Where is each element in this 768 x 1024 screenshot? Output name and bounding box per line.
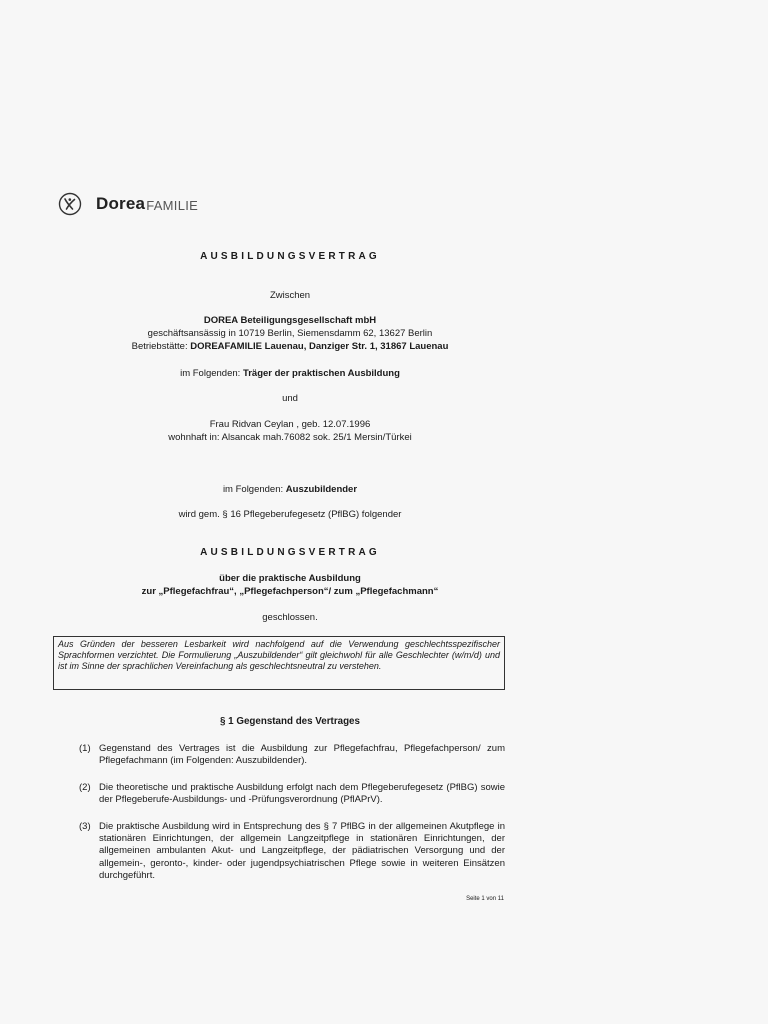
document-title-2: AUSBILDUNGSVERTRAG [200,547,380,558]
company-logo [58,191,198,217]
and-label: und [282,393,298,404]
item-number: (3) [79,821,91,832]
logo-sub-text: FAMILIE [146,197,199,213]
closed-label: geschlossen. [262,612,318,623]
subject-line-2: zur „Pflegefachfrau“, „Pflegefachperson“/ zum „Pflegefachmann“ [141,586,439,597]
section-1-heading: § 1 Gegenstand des Vertrages [220,716,360,727]
document-title: AUSBILDUNGSVERTRAG [200,251,380,262]
readability-notice: Aus Gründen der besseren Lesbarkeit wird nachfolgend auf die Verwendung geschlechtsspezifischer Sprachformen verzichtet. Die Formulierung „Auszubildender“ gilt gleichwohl für alle Geschlechter (w/m/d) und ist im Sinne der sprachlichen Vereinfachung als geschlechtsneutral zu verstehen. [53,636,505,690]
list-item [79,782,505,806]
item-text: Die praktische Ausbildung wird in Entsprechung des § 7 PflBG in der allgemeinen Akutpflege in stationären Einrichtungen, der allgemein Langzeitpflege in stationären Einrichtungen, der allgemeinen ambulanten Akut- und Langzeitpflege, der pädiatrischen Versorgung und der allgemein-, geronto-, kinder- oder jugendpsychiatrischen Pflege sowie in weiteren Einsätzen durchgeführt. [99,821,505,881]
company-site-value: DOREAFAMILIE Lauenau, Danziger Str. 1, 31867 Lauenau [190,341,449,352]
subject-line-1: über die praktische Ausbildung [219,573,361,584]
carrier-value: Träger der praktischen Ausbildung [242,368,400,379]
company-address: geschäftsansässig in 10719 Berlin, Siemensdamm 62, 13627 Berlin [147,328,433,339]
logo-brand-text: Dorea [96,194,146,213]
carrier-line [0,368,580,380]
trainee-line [0,484,580,496]
dorea-logo-icon [58,192,82,216]
person-name: Frau Ridvan Ceylan , geb. 12.07.1996 [209,419,371,430]
item-text: Die theoretische und praktische Ausbildung erfolgt nach dem Pflegeberufegesetz (PflBG) sowie der Pflegeberufe-Ausbildungs- und -Prüfungsverordnung (PflAPrV). [99,782,505,806]
trainee-value: Auszubildender [285,484,358,495]
trainee-prefix: im Folgenden: [222,484,286,495]
company-site-label: Betriebstätte: [131,341,191,352]
carrier-prefix: im Folgenden: [180,368,243,379]
company-name: DOREA Beteiligungsgesellschaft mbH [203,315,377,326]
according-line: wird gem. § 16 Pflegeberufegesetz (PflBG) folgender [178,509,402,520]
company-site [0,341,580,353]
person-address: wohnhaft in: Alsancak mah.76082 sok. 25/1 Mersin/Türkei [168,432,412,443]
list-item [79,821,505,882]
item-number: (2) [79,782,91,793]
page-number: Seite 1 von 11 [466,896,504,902]
between-label: Zwischen [269,290,311,301]
list-item [79,743,505,767]
item-number: (1) [79,743,91,754]
item-text: Gegenstand des Vertrages ist die Ausbildung zur Pflegefachfrau, Pflegefachperson/ zum Pflegefachmann (im Folgenden: Auszubildender). [99,743,505,767]
